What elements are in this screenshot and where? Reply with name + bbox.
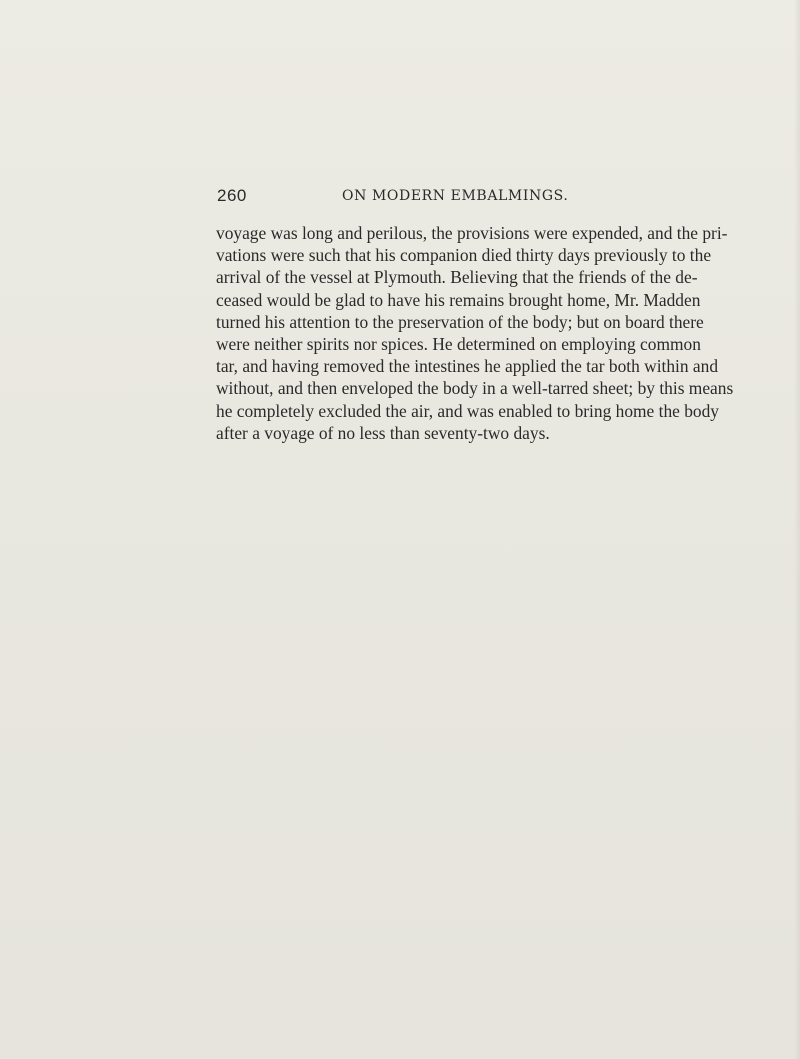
page-edge-shadow xyxy=(794,0,800,1059)
text-line: after a voyage of no less than seventy-two days. xyxy=(216,422,550,443)
text-line: ceased would be glad to have his remains brought home, Mr. Madden xyxy=(216,289,701,310)
text-line: tar, and having removed the intestines he applied the tar both within and xyxy=(216,356,719,377)
text-line: arrival of the vessel at Plymouth. Believing that the friends of the de- xyxy=(216,267,698,288)
text-line: were neither spirits nor spices. He determined on employing common xyxy=(216,334,701,355)
text-line: turned his attention to the preservation of the body; but on board there xyxy=(216,311,704,332)
text-line: voyage was long and perilous, the provisions were expended, and the pri- xyxy=(216,223,728,243)
text-line: vations were such that his companion died thirty days previously to the xyxy=(216,245,712,266)
page-number: 260 xyxy=(217,186,247,205)
text-line: without, and then enveloped the body in a well-tarred sheet; by this means xyxy=(216,378,734,399)
text-line: he completely excluded the air, and was enabled to bring home the body xyxy=(216,400,719,421)
running-head xyxy=(217,186,689,210)
running-title: ON MODERN EMBALMINGS. xyxy=(342,188,569,204)
body-paragraph xyxy=(216,222,734,444)
